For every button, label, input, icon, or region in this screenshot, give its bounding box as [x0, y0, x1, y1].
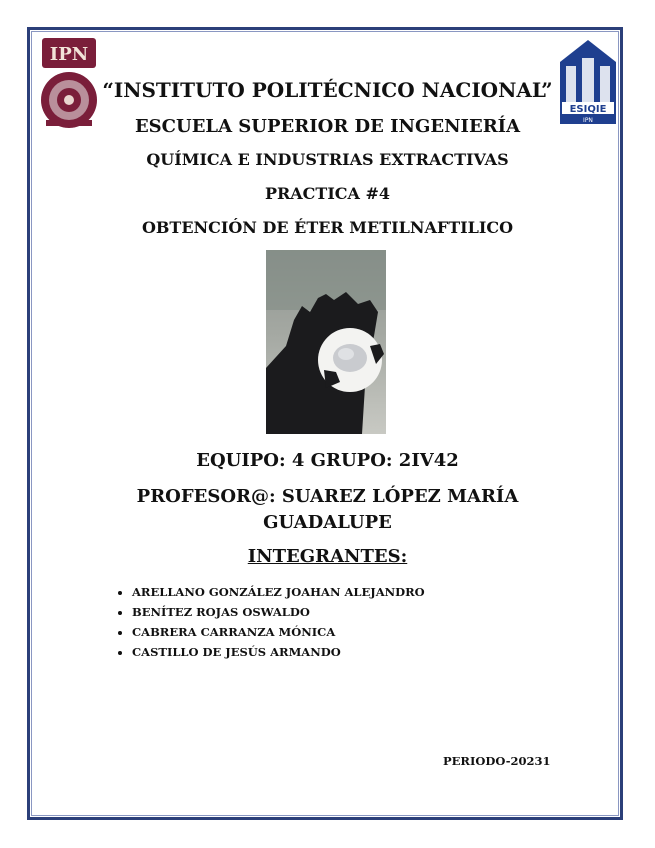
- professor-line-1: PROFESOR@: SUAREZ LÓPEZ MARÍA: [136, 486, 519, 507]
- list-item: • ARELLANO GONZÁLEZ JOAHAN ALEJANDRO: [132, 582, 425, 602]
- period-label: PERIODO-20231: [443, 754, 551, 768]
- school-line-2: QUÍMICA E INDUSTRIAS EXTRACTIVAS: [146, 150, 509, 169]
- members-heading: INTEGRANTES:: [247, 546, 408, 567]
- school-line-1: ESCUELA SUPERIOR DE INGENIERÍA: [134, 116, 521, 137]
- practice-number: PRACTICA #4: [264, 184, 391, 203]
- esiqie-logo-text: ESIQIE: [569, 104, 607, 115]
- institute-title: “INSTITUTO POLITÉCNICO NACIONAL”: [102, 78, 553, 102]
- esiqie-logo-subtext: IPN: [583, 117, 593, 124]
- list-item: • CASTILLO DE JESÚS ARMANDO: [132, 642, 425, 662]
- practice-title: OBTENCIÓN DE ÉTER METILNAFTILICO: [141, 218, 514, 237]
- professor-line-2: GUADALUPE: [263, 512, 392, 533]
- team-group: EQUIPO: 4 GRUPO: 2IV42: [196, 450, 459, 471]
- members-list: [110, 582, 425, 662]
- ipn-logo-text: IPN: [49, 44, 89, 65]
- list-item: • CABRERA CARRANZA MÓNICA: [132, 622, 425, 642]
- list-item: • BENÍTEZ ROJAS OSWALDO: [132, 602, 425, 622]
- sample-photo: [266, 250, 386, 434]
